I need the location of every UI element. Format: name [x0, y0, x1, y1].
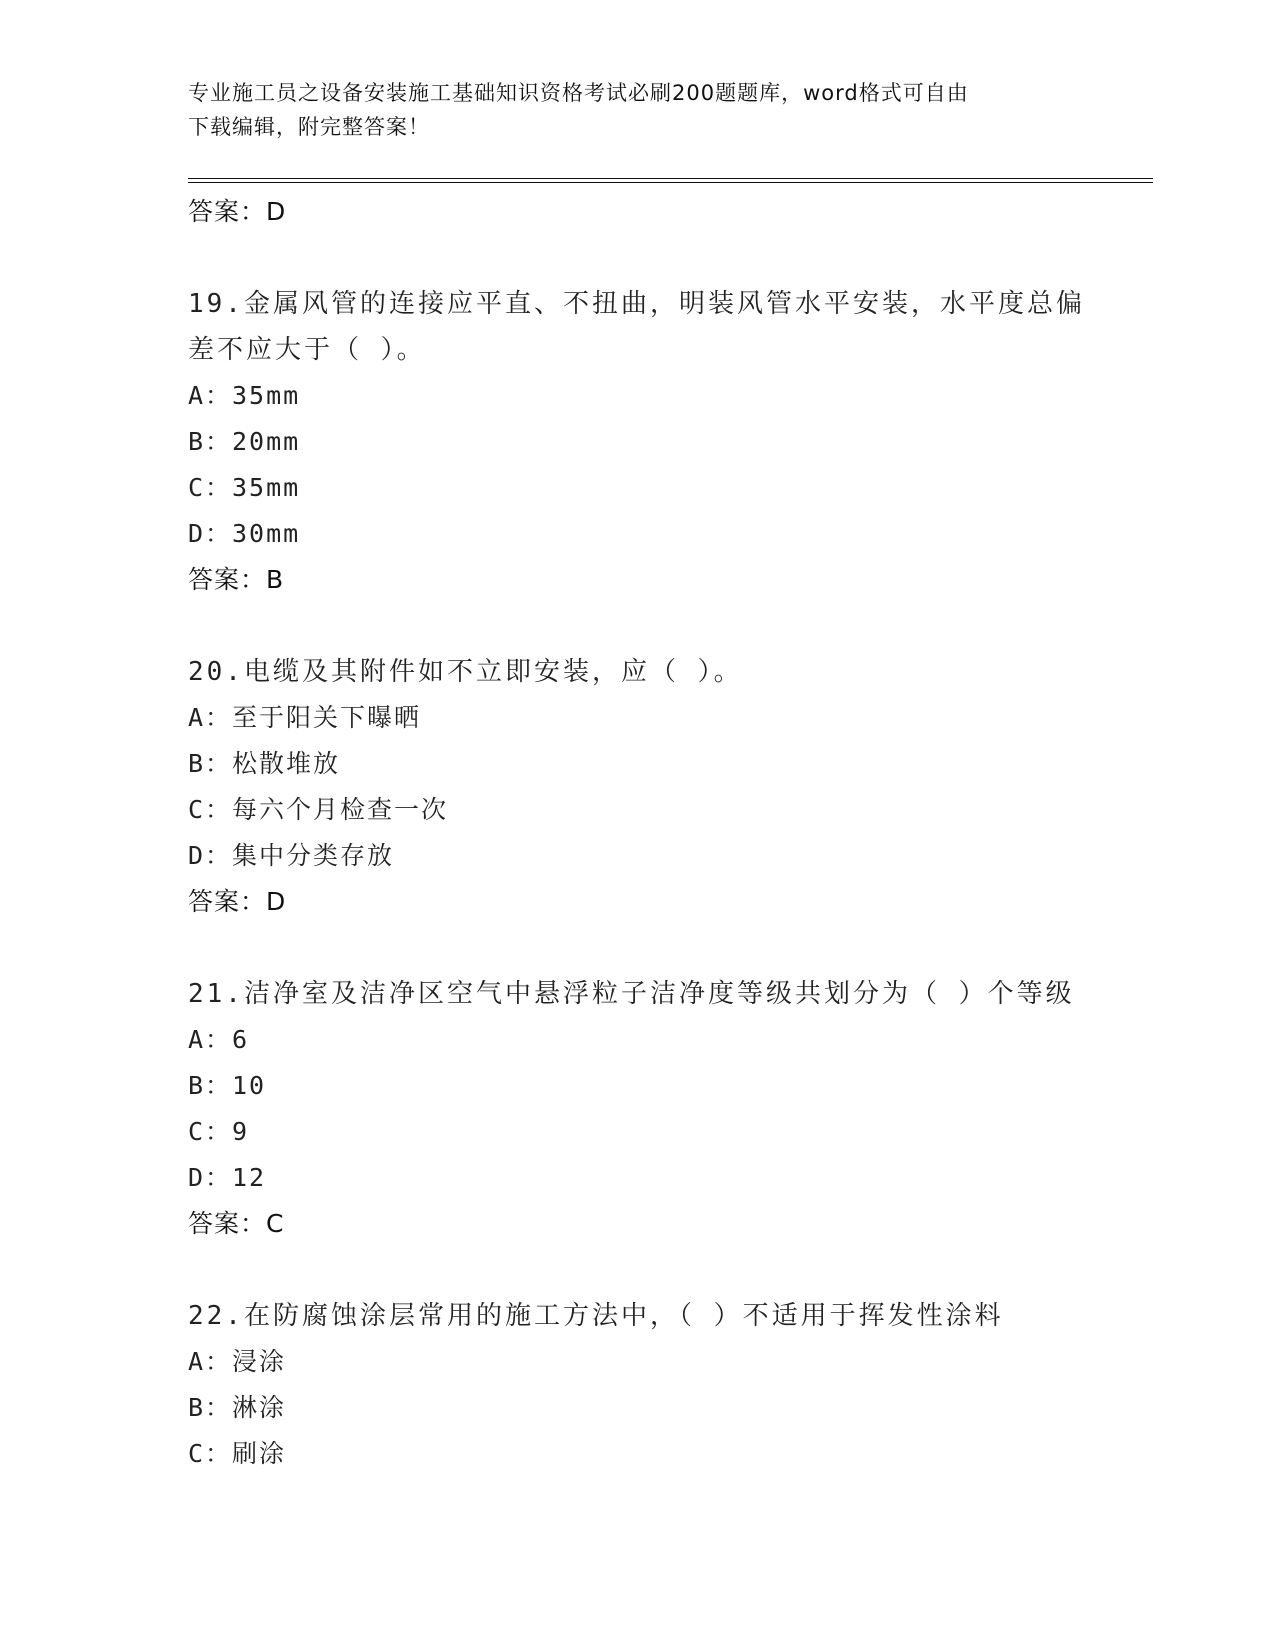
option-key: A： [188, 1347, 233, 1376]
option-text: 6 [232, 1025, 250, 1054]
option-c [188, 1109, 1108, 1155]
option-text: 10 [232, 1071, 267, 1100]
header-line-2: 下载编辑，附完整答案！ [188, 115, 430, 139]
spacer [188, 235, 1108, 281]
header-divider-top [188, 178, 1153, 179]
option-text: 12 [232, 1163, 267, 1192]
option-key: B： [188, 427, 233, 456]
document-header [188, 76, 1088, 144]
option-key: C： [188, 473, 233, 502]
option-b [188, 1063, 1108, 1109]
option-text: 35mm [232, 381, 301, 410]
question-20 [188, 649, 1108, 925]
spacer [188, 603, 1108, 649]
option-d [188, 511, 1108, 557]
option-b [188, 1385, 1108, 1431]
option-key: D： [188, 841, 233, 870]
option-key: A： [188, 703, 233, 732]
header-divider-bottom [188, 182, 1153, 183]
option-text: 集中分类存放 [232, 841, 395, 870]
header-line-1: 专业施工员之设备安装施工基础知识资格考试必刷200题题库，word格式可自由 [188, 81, 969, 105]
question-text-line: 差不应大于（ ）。 [188, 335, 426, 365]
option-b [188, 741, 1108, 787]
option-a [188, 1339, 1108, 1385]
option-c [188, 787, 1108, 833]
option-a [188, 1017, 1108, 1063]
option-key: D： [188, 519, 233, 548]
option-key: A： [188, 381, 233, 410]
question-19 [188, 281, 1108, 603]
option-b [188, 419, 1108, 465]
option-key: C： [188, 1439, 233, 1468]
spacer [188, 925, 1108, 971]
question-list [188, 189, 1108, 1477]
option-key: B： [188, 1393, 233, 1422]
option-a [188, 695, 1108, 741]
option-c [188, 465, 1108, 511]
option-key: B： [188, 1071, 233, 1100]
question-text-line: 21.洁净室及洁净区空气中悬浮粒子洁净度等级共划分为（ ）个等级 [188, 979, 1075, 1009]
option-key: D： [188, 1163, 233, 1192]
option-text: 刷涂 [232, 1439, 287, 1468]
answer-line: 答案：D [188, 197, 287, 226]
answer-line: 答案：D [188, 887, 287, 916]
question-text-line: 22.在防腐蚀涂层常用的施工方法中，（ ）不适用于挥发性涂料 [188, 1301, 1004, 1331]
option-text: 每六个月检查一次 [232, 795, 449, 824]
option-text: 至于阳关下曝晒 [232, 703, 422, 732]
option-text: 浸涂 [232, 1347, 287, 1376]
spacer [188, 1247, 1108, 1293]
question-22 [188, 1293, 1108, 1477]
option-text: 35mm [232, 473, 301, 502]
option-text: 淋涂 [232, 1393, 287, 1422]
option-key: C： [188, 1117, 233, 1146]
option-a [188, 373, 1108, 419]
option-key: C： [188, 795, 233, 824]
question-text-line: 20.电缆及其附件如不立即安装，应（ ）。 [188, 657, 743, 687]
option-text: 松散堆放 [232, 749, 341, 778]
option-d [188, 833, 1108, 879]
option-text: 20mm [232, 427, 301, 456]
option-key: A： [188, 1025, 233, 1054]
option-c [188, 1431, 1108, 1477]
option-text: 30mm [232, 519, 301, 548]
option-text: 9 [232, 1117, 250, 1146]
answer-line: 答案：C [188, 1209, 285, 1238]
option-d [188, 1155, 1108, 1201]
question-text-line: 19.金属风管的连接应平直、不扭曲，明装风管水平安装，水平度总偏 [188, 289, 1085, 319]
answer-line: 答案：B [188, 565, 285, 594]
option-key: B： [188, 749, 233, 778]
question-21 [188, 971, 1108, 1247]
